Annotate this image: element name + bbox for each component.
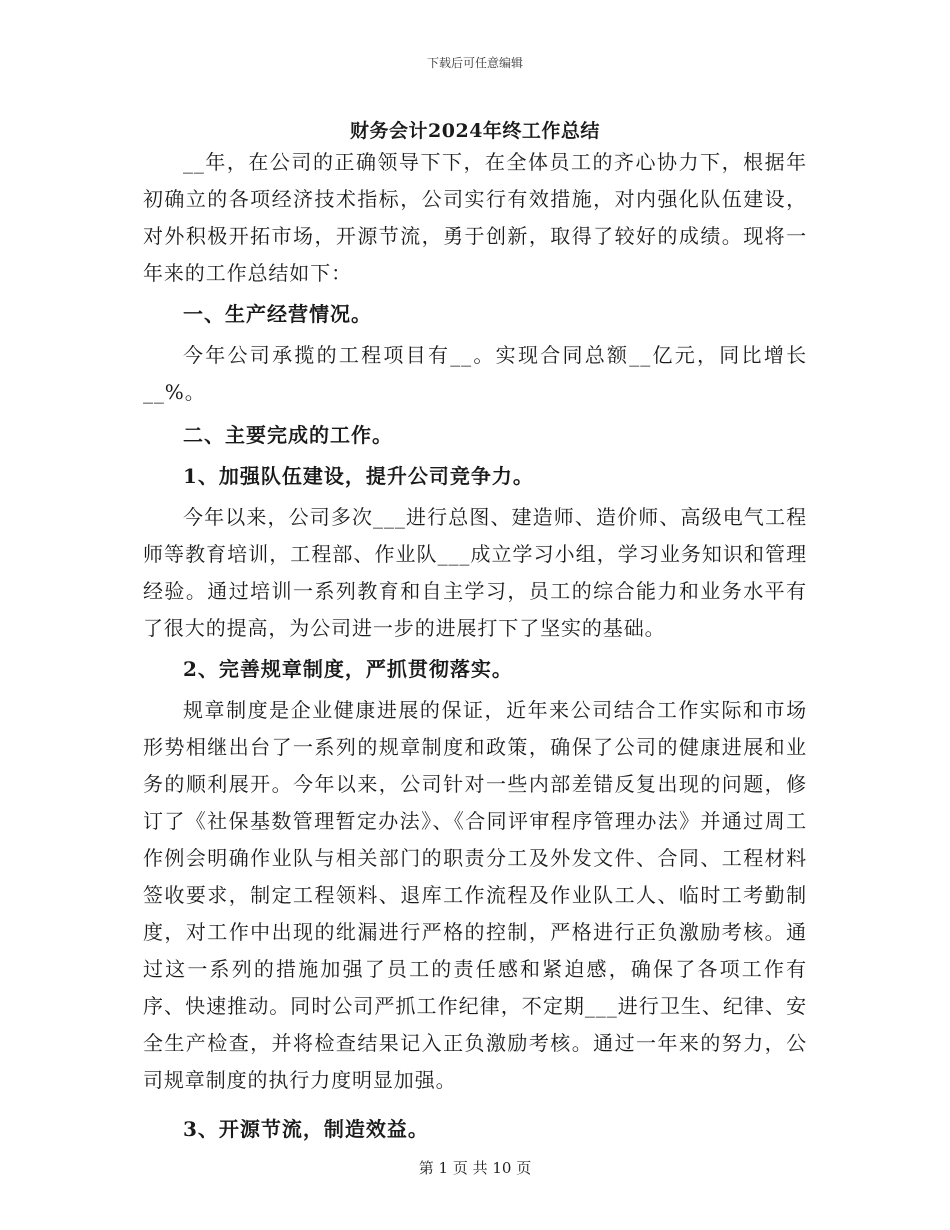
subsection-heading-rules: 2、完善规章制度，严抓贯彻落实。 [183, 657, 513, 681]
header-note: 下载后可任意编辑 [426, 56, 523, 70]
subsection-heading-team: 1、加强队伍建设，提升公司竞争力。 [183, 464, 534, 488]
production-paragraph: 今年公司承揽的工程项目有__。实现合同总额__亿元，同比增长__%。 [143, 343, 807, 404]
intro-paragraph: __年，在公司的正确领导下下，在全体员工的齐心协力下，根据年初确立的各项经济技术指标，公司实行有效措施，对内强化队伍建设，对外积极开拓市场，开源节流，勇于创新，取得了较好的成绩。现将一年来的工作总结如下： [143, 150, 807, 285]
document-title: 财务会计2024年终工作总结 [350, 120, 600, 142]
section-heading-main-work: 二、主要完成的工作。 [183, 423, 393, 447]
section-heading-production: 一、生产经营情况。 [183, 302, 372, 326]
document-body [143, 144, 807, 1148]
rules-paragraph: 规章制度是企业健康进展的保证，近年来公司结合工作实际和市场形势相继出台了一系列的规章制度和政策，确保了公司的健康进展和业务的顺利展开。今年以来，公司针对一些内部差错反复出现的问题，修订了《社保基数管理暂定办法》、《合同评审程序管理办法》并通过周工作例会明确作业队与相关部门的职责分工及外发文件、合同、工程材料签收要求，制定工程领料、退库工作流程及作业队工人、临时工考勤制度，对工作中出现的纰漏进行严格的控制，严格进行正负激励考核。通过这一系列的措施加强了员工的责任感和紧迫感，确保了各项工作有序、快速推动。同时公司严抓工作纪律，不定期___进行卫生、纪律、安全生产检查，并将检查结果记入正负激励考核。通过一年来的努力，公司规章制度的执行力度明显加强。 [143, 698, 807, 1092]
team-paragraph: 今年以来，公司多次___进行总图、建造师、造价师、高级电气工程师等教育培训，工程部、作业队___成立学习小组，学习业务知识和管理经验。通过培训一系列教育和自主学习，员工的综合能力和业务水平有了很大的提高，为公司进一步的进展打下了坚实的基础。 [143, 505, 807, 640]
page-footer: 第 1 页 共 10 页 [418, 1159, 532, 1177]
subsection-heading-efficiency: 3、开源节流，制造效益。 [183, 1117, 429, 1141]
